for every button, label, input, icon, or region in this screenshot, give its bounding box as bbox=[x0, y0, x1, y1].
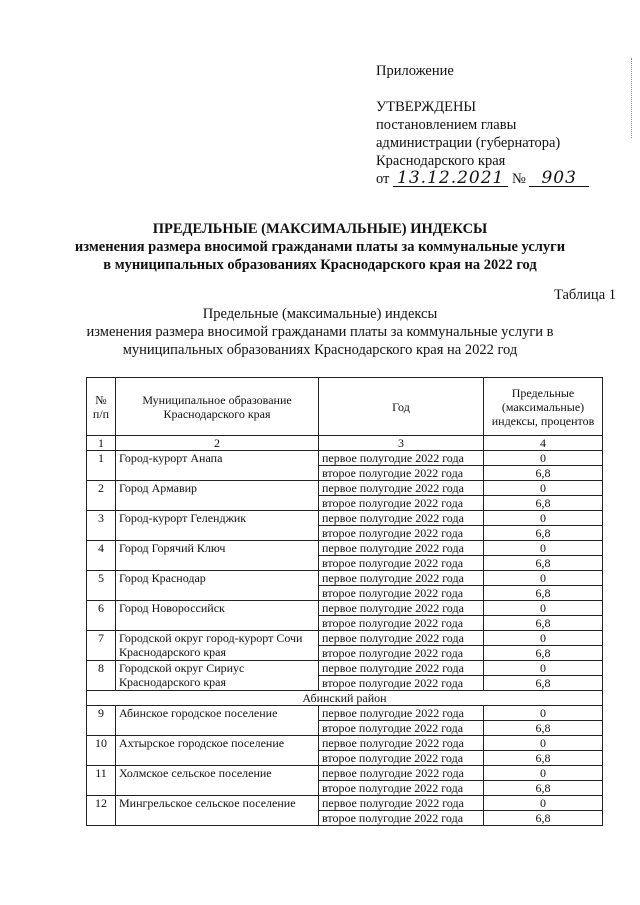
period-second-half: второе полугодие 2022 года bbox=[319, 586, 484, 601]
col-number-3: 3 bbox=[319, 436, 484, 451]
period-first-half: первое полугодие 2022 года bbox=[319, 541, 484, 556]
row-number: 2 bbox=[87, 481, 116, 511]
table-row bbox=[87, 511, 603, 526]
row-number: 8 bbox=[87, 661, 116, 691]
index-second-half: 6,8 bbox=[484, 526, 603, 541]
appendix-label: Приложение bbox=[376, 63, 454, 79]
period-second-half: второе полугодие 2022 года bbox=[319, 751, 484, 766]
period-second-half: второе полугодие 2022 года bbox=[319, 721, 484, 736]
col-number-1: 1 bbox=[87, 436, 116, 451]
header-value: Предельные (максимальные) индексы, процентов bbox=[484, 378, 603, 436]
approval-date-line bbox=[376, 170, 616, 188]
municipality-name: Город Армавир bbox=[116, 481, 319, 511]
number-label: № bbox=[512, 171, 526, 187]
table-row bbox=[87, 451, 603, 466]
table-row bbox=[87, 796, 603, 811]
approval-block bbox=[376, 62, 616, 188]
index-second-half: 6,8 bbox=[484, 646, 603, 661]
table-body bbox=[87, 451, 603, 826]
municipality-name: Холмское сельское поселение bbox=[116, 766, 319, 796]
index-second-half: 6,8 bbox=[484, 586, 603, 601]
from-label: от bbox=[376, 171, 390, 187]
index-second-half: 6,8 bbox=[484, 556, 603, 571]
period-second-half: второе полугодие 2022 года bbox=[319, 556, 484, 571]
index-first-half: 0 bbox=[484, 631, 603, 646]
period-first-half: первое полугодие 2022 года bbox=[319, 631, 484, 646]
index-first-half: 0 bbox=[484, 601, 603, 616]
period-second-half: второе полугодие 2022 года bbox=[319, 616, 484, 631]
period-first-half: первое полугодие 2022 года bbox=[319, 796, 484, 811]
approval-line-2: администрации (губернатора) bbox=[376, 135, 561, 151]
table-row bbox=[87, 766, 603, 781]
row-number: 7 bbox=[87, 631, 116, 661]
title-line-2: изменения размера вносимой гражданами платы за коммунальные услуги bbox=[74, 239, 566, 255]
index-second-half: 6,8 bbox=[484, 496, 603, 511]
index-first-half: 0 bbox=[484, 571, 603, 586]
period-first-half: первое полугодие 2022 года bbox=[319, 481, 484, 496]
index-first-half: 0 bbox=[484, 481, 603, 496]
index-first-half: 0 bbox=[484, 796, 603, 811]
municipality-name: Ахтырское городское поселение bbox=[116, 736, 319, 766]
index-second-half: 6,8 bbox=[484, 616, 603, 631]
period-second-half: второе полугодие 2022 года bbox=[319, 811, 484, 826]
table-title-line-3: муниципальных образованиях Краснодарского края на 2022 год bbox=[122, 342, 518, 358]
table-row bbox=[87, 541, 603, 556]
table-title bbox=[60, 305, 580, 359]
row-number: 3 bbox=[87, 511, 116, 541]
table-row bbox=[87, 481, 603, 496]
approved-label: УТВЕРЖДЕНЫ bbox=[376, 99, 477, 115]
approval-line-1: постановлением главы bbox=[376, 117, 517, 133]
header-year: Год bbox=[319, 378, 484, 436]
period-second-half: второе полугодие 2022 года bbox=[319, 466, 484, 481]
period-first-half: первое полугодие 2022 года bbox=[319, 661, 484, 676]
period-second-half: второе полугодие 2022 года bbox=[319, 526, 484, 541]
municipality-name: Город Краснодар bbox=[116, 571, 319, 601]
index-second-half: 6,8 bbox=[484, 811, 603, 826]
title-line-1: ПРЕДЕЛЬНЫЕ (МАКСИМАЛЬНЫЕ) ИНДЕКСЫ bbox=[152, 221, 488, 237]
municipality-name: Городской округ Сириус Краснодарского края bbox=[116, 661, 319, 691]
indices-table bbox=[86, 377, 603, 826]
table-row bbox=[87, 631, 603, 646]
period-first-half: первое полугодие 2022 года bbox=[319, 766, 484, 781]
index-second-half: 6,8 bbox=[484, 751, 603, 766]
section-heading: Абинский район bbox=[87, 691, 603, 706]
period-first-half: первое полугодие 2022 года bbox=[319, 736, 484, 751]
index-first-half: 0 bbox=[484, 511, 603, 526]
table-row bbox=[87, 736, 603, 751]
row-number: 5 bbox=[87, 571, 116, 601]
header-name: Муниципальное образование Краснодарского края bbox=[116, 378, 319, 436]
col-number-2: 2 bbox=[116, 436, 319, 451]
index-first-half: 0 bbox=[484, 541, 603, 556]
row-number: 6 bbox=[87, 601, 116, 631]
table-label: Таблица 1 bbox=[553, 287, 616, 303]
header-num: № п/п bbox=[87, 378, 116, 436]
municipality-name: Абинское городское поселение bbox=[116, 706, 319, 736]
index-first-half: 0 bbox=[484, 736, 603, 751]
municipality-name: Город-курорт Анапа bbox=[116, 451, 319, 481]
row-number: 11 bbox=[87, 766, 116, 796]
index-second-half: 6,8 bbox=[484, 721, 603, 736]
period-second-half: второе полугодие 2022 года bbox=[319, 496, 484, 511]
approval-line-3: Краснодарского края bbox=[376, 153, 506, 169]
index-second-half: 6,8 bbox=[484, 781, 603, 796]
municipality-name: Город-курорт Геленджик bbox=[116, 511, 319, 541]
table-row bbox=[87, 661, 603, 676]
index-first-half: 0 bbox=[484, 661, 603, 676]
table-title-line-2: изменения размера вносимой гражданами платы за коммунальные услуги в bbox=[86, 324, 554, 340]
title-line-3: в муниципальных образованиях Краснодарского края на 2022 год bbox=[103, 257, 537, 273]
index-second-half: 6,8 bbox=[484, 676, 603, 691]
index-first-half: 0 bbox=[484, 706, 603, 721]
approval-number: 903 bbox=[529, 170, 588, 187]
col-number-4: 4 bbox=[484, 436, 603, 451]
period-second-half: второе полугодие 2022 года bbox=[319, 646, 484, 661]
period-first-half: первое полугодие 2022 года bbox=[319, 571, 484, 586]
index-first-half: 0 bbox=[484, 766, 603, 781]
row-number: 4 bbox=[87, 541, 116, 571]
row-number: 12 bbox=[87, 796, 116, 826]
index-second-half: 6,8 bbox=[484, 466, 603, 481]
period-first-half: первое полугодие 2022 года bbox=[319, 511, 484, 526]
index-first-half: 0 bbox=[484, 451, 603, 466]
period-second-half: второе полугодие 2022 года bbox=[319, 676, 484, 691]
municipality-name: Мингрельское сельское поселение bbox=[116, 796, 319, 826]
page-edge-mark bbox=[631, 58, 638, 138]
municipality-name: Городской округ город-курорт Сочи Краснодарского края bbox=[116, 631, 319, 661]
municipality-name: Город Горячий Ключ bbox=[116, 541, 319, 571]
period-first-half: первое полугодие 2022 года bbox=[319, 706, 484, 721]
approval-date: 13.12.2021 bbox=[393, 170, 508, 187]
table-row bbox=[87, 571, 603, 586]
row-number: 1 bbox=[87, 451, 116, 481]
table-row bbox=[87, 601, 603, 616]
row-number: 10 bbox=[87, 736, 116, 766]
period-second-half: второе полугодие 2022 года bbox=[319, 781, 484, 796]
municipality-name: Город Новороссийск bbox=[116, 601, 319, 631]
period-first-half: первое полугодие 2022 года bbox=[319, 601, 484, 616]
table-row bbox=[87, 706, 603, 721]
row-number: 9 bbox=[87, 706, 116, 736]
document-title bbox=[60, 220, 580, 274]
table-title-line-1: Предельные (максимальные) индексы bbox=[202, 306, 438, 322]
period-first-half: первое полугодие 2022 года bbox=[319, 451, 484, 466]
section-row bbox=[87, 691, 603, 706]
